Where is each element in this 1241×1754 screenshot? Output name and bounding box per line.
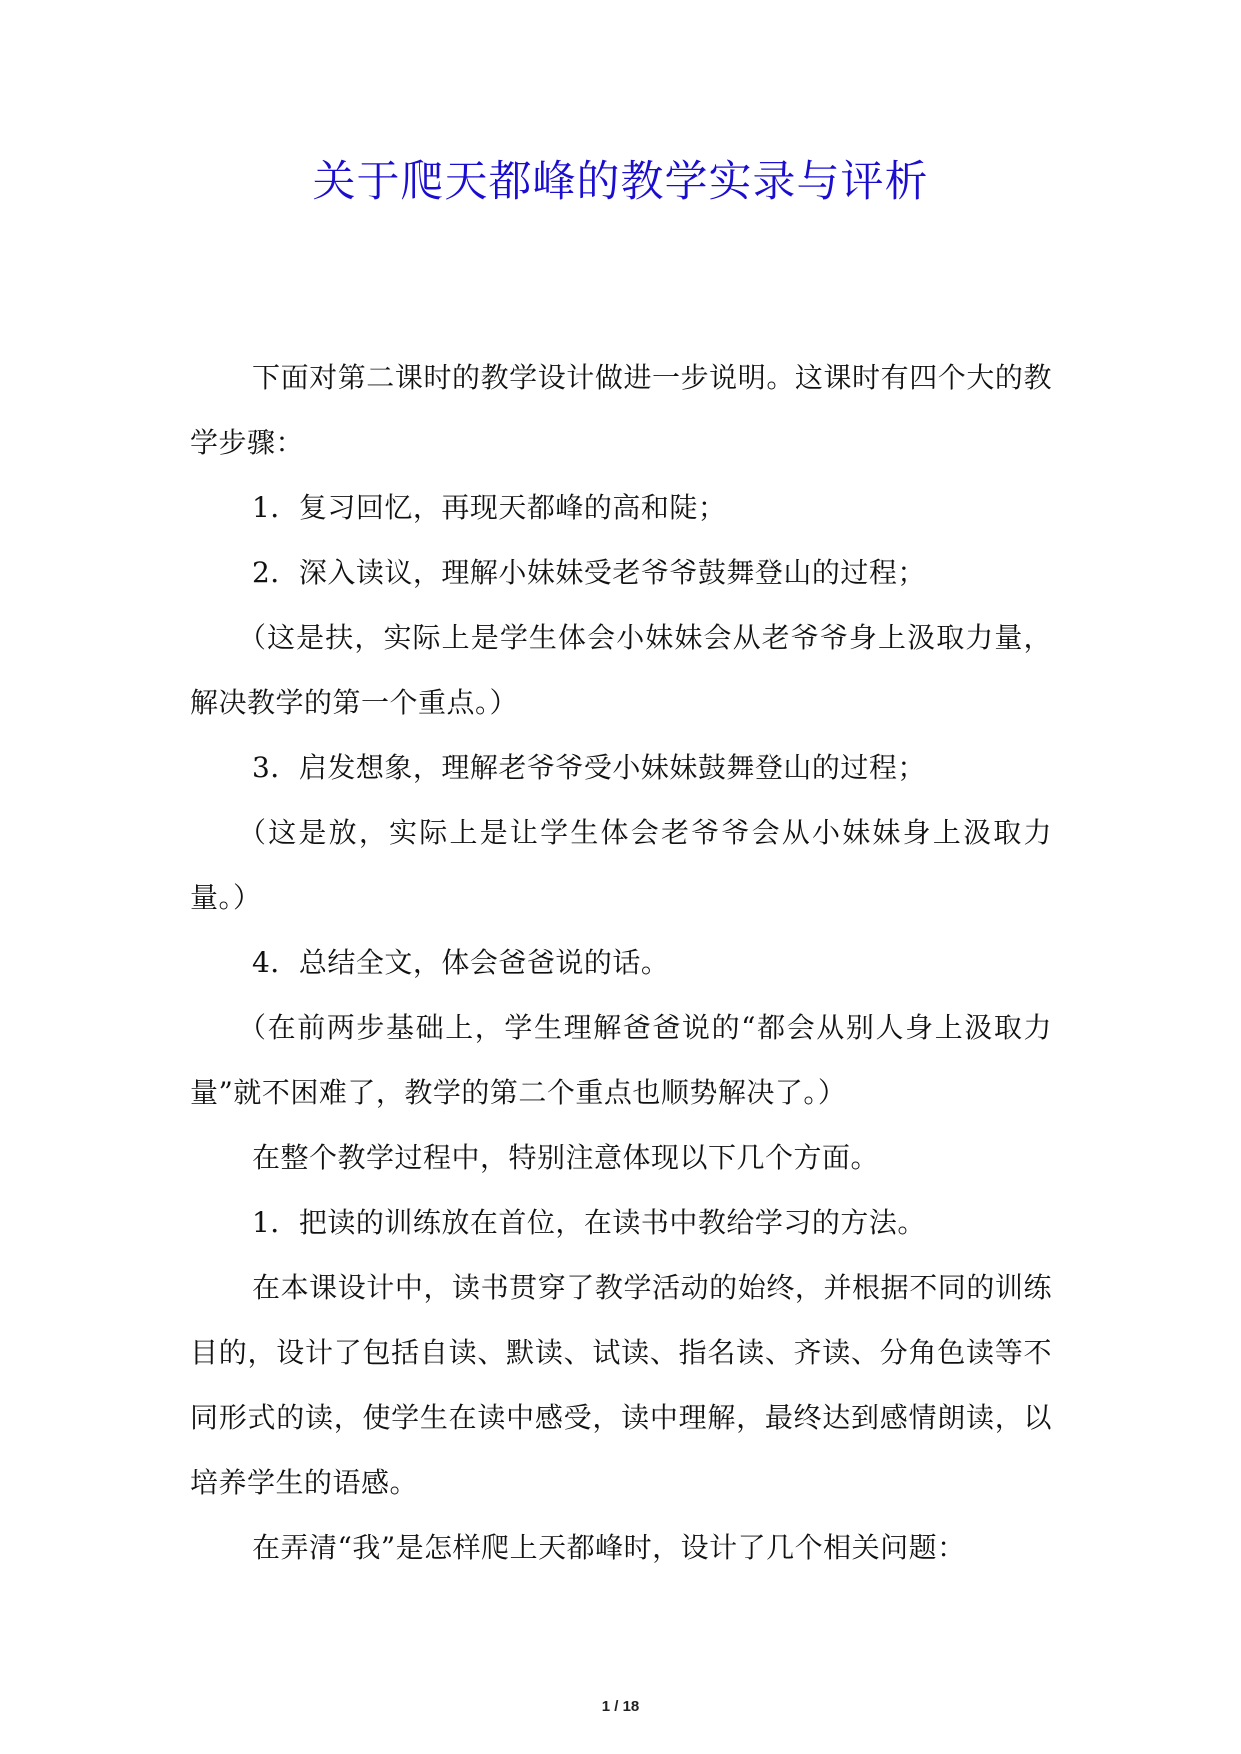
paragraph: （这是放，实际上是让学生体会老爷爷会从小妹妹身上汲取力量。） [190,816,1052,914]
paragraph: 2．深入读议，理解小妹妹受老爷爷鼓舞登山的过程； [252,556,926,589]
paragraph: （在前两步基础上，学生理解爸爸说的“都会从别人身上汲取力量”就不困难了，教学的第二个重点也顺势解决了。） [190,1011,1052,1109]
paragraph: 在本课设计中，读书贯穿了教学活动的始终，并根据不同的训练目的，设计了包括自读、默读、试读、指名读、齐读、分角色读等不同形式的读，使学生在读中感受，读中理解，最终达到感情朗读，以培养学生的语感。 [190,1271,1052,1499]
document-title: 关于爬天都峰的教学实录与评析 [312,157,929,207]
paragraph: 下面对第二课时的教学设计做进一步说明。这课时有四个大的教学步骤： [190,361,1052,459]
paragraph: 在弄清“我”是怎样爬上天都峰时，设计了几个相关问题： [252,1531,966,1564]
page-number: 1 / 18 [601,1698,640,1715]
paragraph: 4．总结全文，体会爸爸说的话。 [252,946,670,979]
paragraph: 1．把读的训练放在首位，在读书中教给学习的方法。 [252,1206,926,1239]
paragraph: 在整个教学过程中，特别注意体现以下几个方面。 [252,1141,880,1174]
paragraph: 1．复习回忆，再现天都峰的高和陡； [252,491,727,524]
paragraph: （这是扶，实际上是学生体会小妹妹会从老爷爷身上汲取力量，解决教学的第一个重点。） [190,621,1052,719]
document-body [190,345,1052,1580]
paragraph: 3．启发想象，理解老爷爷受小妹妹鼓舞登山的过程； [252,751,926,784]
